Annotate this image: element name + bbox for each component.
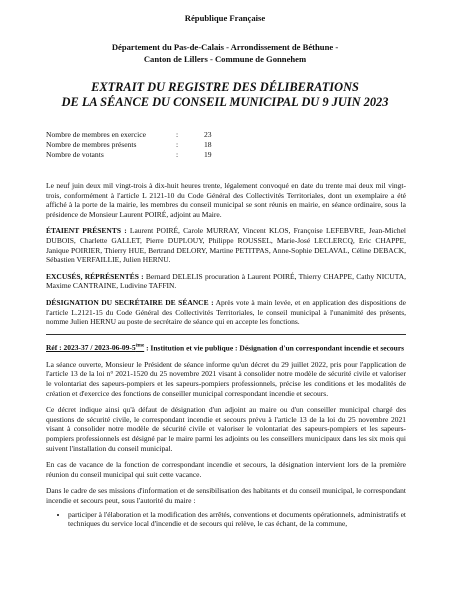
reference-code: [46, 343, 144, 352]
intro-paragraph: Le neuf juin deux mil vingt-trois à dix-huit heures trente, légalement convoqué en date du trente mai deux mil vingt-trois, conformément à l'article L 2121-10 du Code Général des Collectivités Territoriales, dont un exemplaire a été affiché à la porte de la mairie, les membres du conseil municipal se sont réunis en mairie, en séance ordinaire, sous la présidence de Monsieur Laurent POIRÉ, adjoint au Maire.: [46, 181, 406, 219]
title-line-2: DE LA SÉANCE DU CONSEIL MUNICIPAL DU 9 JUIN 2023: [61, 95, 389, 109]
secretary-text: Après vote à main levée, et en application des dispositions de l'article L.2121-15 du Code Général des Collectivités Territoriales, le conseil municipal à l'unanimité des présents, nomme Julien HERNU au poste de secrétaire de séance qui en accepte les fonctions.: [46, 297, 407, 327]
department-header: [0, 41, 450, 65]
body-paragraph: Dans le cadre de ses missions d'information et de sensibilisation des habitants et du conseil municipal, le correspondant incendie et secours peut, sous l'autorité du maire :: [46, 486, 406, 505]
count-separator: :: [176, 150, 179, 159]
excuses-text: Bernard DELELIS procuration à Laurent POIRÉ, Thierry CHAPPE, Cathy NICUTA, Maxime CANTRAINE, Ludivine TAFFIN.: [46, 271, 406, 291]
department-line-2: Canton de Lillers - Commune de Gonnehem: [143, 54, 307, 64]
count-value: 18: [204, 140, 212, 149]
body-paragraph: Ce décret indique ainsi qu'à défaut de désignation d'un adjoint au maire ou d'un conseiller municipal chargé des questions de sécurité civile, le correspondant incendie et secours prévu à l'article 13 de la loi du 25 novembre 2021 visant à consolider notre modèle de sécurité civile et valoriser le volontariat des sapeurs-pompiers et les sapeurs-pompiers professionnels est désigné par le maire parmi les adjoints ou les conseillers municipaux dans les six mois qui suivent l'installation du conseil municipal.: [46, 405, 406, 453]
department-line-1: Département du Pas-de-Calais - Arrondissement de Béthune -: [111, 42, 339, 52]
missions-list: [46, 510, 406, 529]
count-row: [46, 140, 224, 150]
reference-code-text: Réf : 2023-37 / 2023-06-09-5: [46, 343, 136, 353]
presents-paragraph: [46, 226, 406, 264]
count-label: Nombre de membres présents: [46, 140, 137, 149]
document-title: [0, 80, 450, 110]
document-body: [46, 181, 406, 529]
section-divider: [46, 334, 406, 335]
count-value: 19: [204, 150, 212, 159]
count-label: Nombre de votants: [46, 150, 104, 159]
list-item: • participer à l'élaboration et la modification des arrêtés, conventions et documents opérationnels, administratifs et techniques du service local d'incendie et de secours qui relève, le cas échant, de la commune,: [68, 510, 406, 529]
body-paragraph: La séance ouverte, Monsieur le Président de séance informe qu'un décret du 29 juillet 2022, pris pour l'application de l'article 13 de la loi n° 2021-1520 du 25 novembre 2021 visant à consolider notre modèle de sécurité civile et valoriser le volontariat des sapeurs-pompiers et les sapeurs-pompiers professionnels, précise les conditions et les modalités de création et d'exercice des fonctions de conseiller municipal correspondant incendie et secours.: [46, 359, 406, 398]
count-row: [46, 130, 224, 140]
secretary-label: DÉSIGNATION DU SECRÉTAIRE DE SÉANCE :: [46, 297, 214, 307]
reference-title: : Institution et vie publique : Désignation d'un correspondant incendie et secours: [144, 343, 405, 353]
presents-label: ÉTAIENT PRÉSENTS :: [46, 226, 127, 236]
excuses-paragraph: [46, 272, 406, 291]
excuses-label: EXCUSÉS, RÉPRÉSENTÉS :: [46, 271, 144, 281]
count-separator: :: [176, 130, 179, 139]
presents-text: Laurent POIRÉ, Carole MURRAY, Vincent KLOS, Françoise LEFEBVRE, Jean-Michel DUBOIS, Charlette GALLET, Pierre DUPLOUY, Philippe ROUSSEL, Marie-José LECLERCQ, Eric CHAPPE, Janique POIRIER, Thierry HUE, Bertrand DELORY, Martine PETITPAS, Anne-Sophie DELAVAL, Céline DEBACK, Sébastien VERFAILLIE, Julien HERNU.: [46, 226, 406, 265]
member-counts: [46, 130, 224, 160]
reference-sup: ème: [135, 343, 145, 349]
count-row: [46, 150, 224, 160]
republic-header: République Française: [184, 13, 266, 23]
secretary-paragraph: [46, 298, 406, 327]
count-separator: :: [176, 140, 179, 149]
title-line-1: EXTRAIT DU REGISTRE DES DÉLIBERATIONS: [91, 80, 359, 94]
deliberation-reference: [46, 342, 406, 353]
count-label: Nombre de membres en exercice: [46, 130, 146, 139]
body-paragraph: En cas de vacance de la fonction de correspondant incendie et secours, la désignation intervient lors de la première réunion du conseil municipal qui suit cette vacance.: [46, 460, 406, 479]
count-value: 23: [204, 130, 212, 139]
